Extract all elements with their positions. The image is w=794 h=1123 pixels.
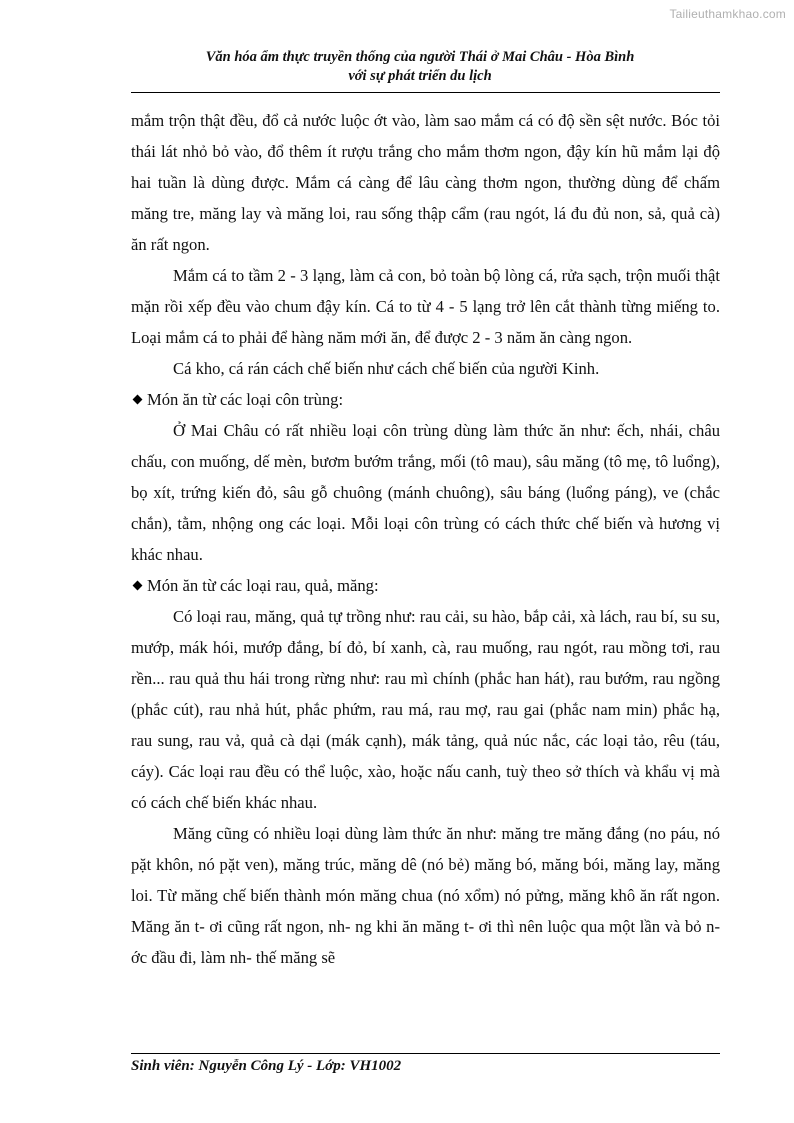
paragraph: Mắm cá to tầm 2 - 3 lạng, làm cả con, bỏ toàn bộ lòng cá, rửa sạch, trộn muối thật mặn rồi xếp đều vào chum đậy kín. Cá to từ 4 - 5 lạng trở lên cắt thành từng miếng to. Loại mắm cá to phải để hàng năm mới ăn, để được 2 - 3 năm ăn càng ngon. — [131, 266, 720, 347]
diamond-bullet-icon — [133, 395, 143, 405]
paragraph: Ở Mai Châu có rất nhiều loại côn trùng dùng làm thức ăn như: ếch, nhái, châu chấu, con muống, dế mèn, bươm bướm trắng, mối (tô mau), sâu măng (tô mẹ, tô luổng), bọ xít, trứng kiến đỏ, sâu gỗ chuông (mánh chuông), sâu báng (luổng páng), ve (chắc chắn), tằm, nhộng ong các loại. Mỗi loại côn trùng có cách thức chế biến và hương vị khác nhau. — [131, 421, 720, 564]
diamond-bullet-icon — [133, 581, 143, 591]
paragraph: mắm trộn thật đều, đổ cả nước luộc ớt vào, làm sao mắm cá có độ sền sệt nước. Bóc tỏi thái lát nhỏ bỏ vào, đổ thêm ít rượu trắng cho mắm thơm ngon, đậy kín hũ mắm lại độ hai tuần là dùng được. Mắm cá càng để lâu càng thơm ngon, thường dùng để chấm măng tre, măng lay và măng loi, rau sống thập cẩm (rau ngót, lá đu đủ non, sả, quả cà) ăn rất ngon. — [131, 111, 720, 254]
paragraph: Có loại rau, măng, quả tự trồng như: rau cải, su hào, bắp cải, xà lách, rau bí, su su, mướp, mák hói, mướp đắng, bí đỏ, bí xanh, cà, rau muống, rau ngót, rau mồng tơi, rau rền... rau quả thu hái trong rừng như: rau mì chính (phắc han hát), rau bướm, rau ngồng (phắc cút), rau nhả hút, phắc phứm, rau má, rau mợ, rau gai (phắc nam min) phắc hạ, rau sung, rau vả, quả cà dại (mák cạnh), mák tảng, quả núc nắc, các loại tảo, rêu (táu, cáy). Các loại rau đều có thể luộc, xào, hoặc nấu canh, tuỳ theo sở thích và khẩu vị mà có cách chế biến khác nhau. — [131, 607, 720, 812]
document-body — [131, 105, 720, 973]
page-header — [120, 48, 720, 86]
page-footer: Sinh viên: Nguyễn Công Lý - Lớp: VH1002 — [131, 1058, 402, 1074]
paragraph: Cá kho, cá rán cách chế biến như cách chế biến của người Kinh. — [173, 359, 600, 378]
header-title-line1: Văn hóa ẩm thực truyền thống của người Thái ở Mai Châu - Hòa Bình — [205, 49, 635, 65]
bullet-text: Món ăn từ các loại côn trùng: — [147, 390, 344, 409]
header-title-line2: với sự phát triển du lịch — [348, 68, 492, 84]
header-divider — [131, 92, 720, 93]
paragraph: Măng cũng có nhiều loại dùng làm thức ăn như: măng tre măng đắng (no páu, nó pặt khôn, nó pặt ven), măng trúc, măng dê (nó bẻ) măng bó, măng bói, măng lay, măng loi. Từ măng chế biến thành món măng chua (nó xổm) nó pửng, măng khô ăn rất ngon. Măng ăn t- ơi cũng rất ngon, nh- ng khi ăn măng t- ơi thì nên luộc qua một lần và bỏ n- ớc đầu đi, làm nh- thế măng sẽ — [131, 824, 720, 967]
bullet-item — [131, 570, 720, 601]
watermark: Tailieuthamkhao.com — [669, 7, 786, 21]
footer-divider — [131, 1053, 720, 1054]
bullet-text: Món ăn từ các loại rau, quả, măng: — [147, 576, 379, 595]
bullet-item — [131, 384, 720, 415]
